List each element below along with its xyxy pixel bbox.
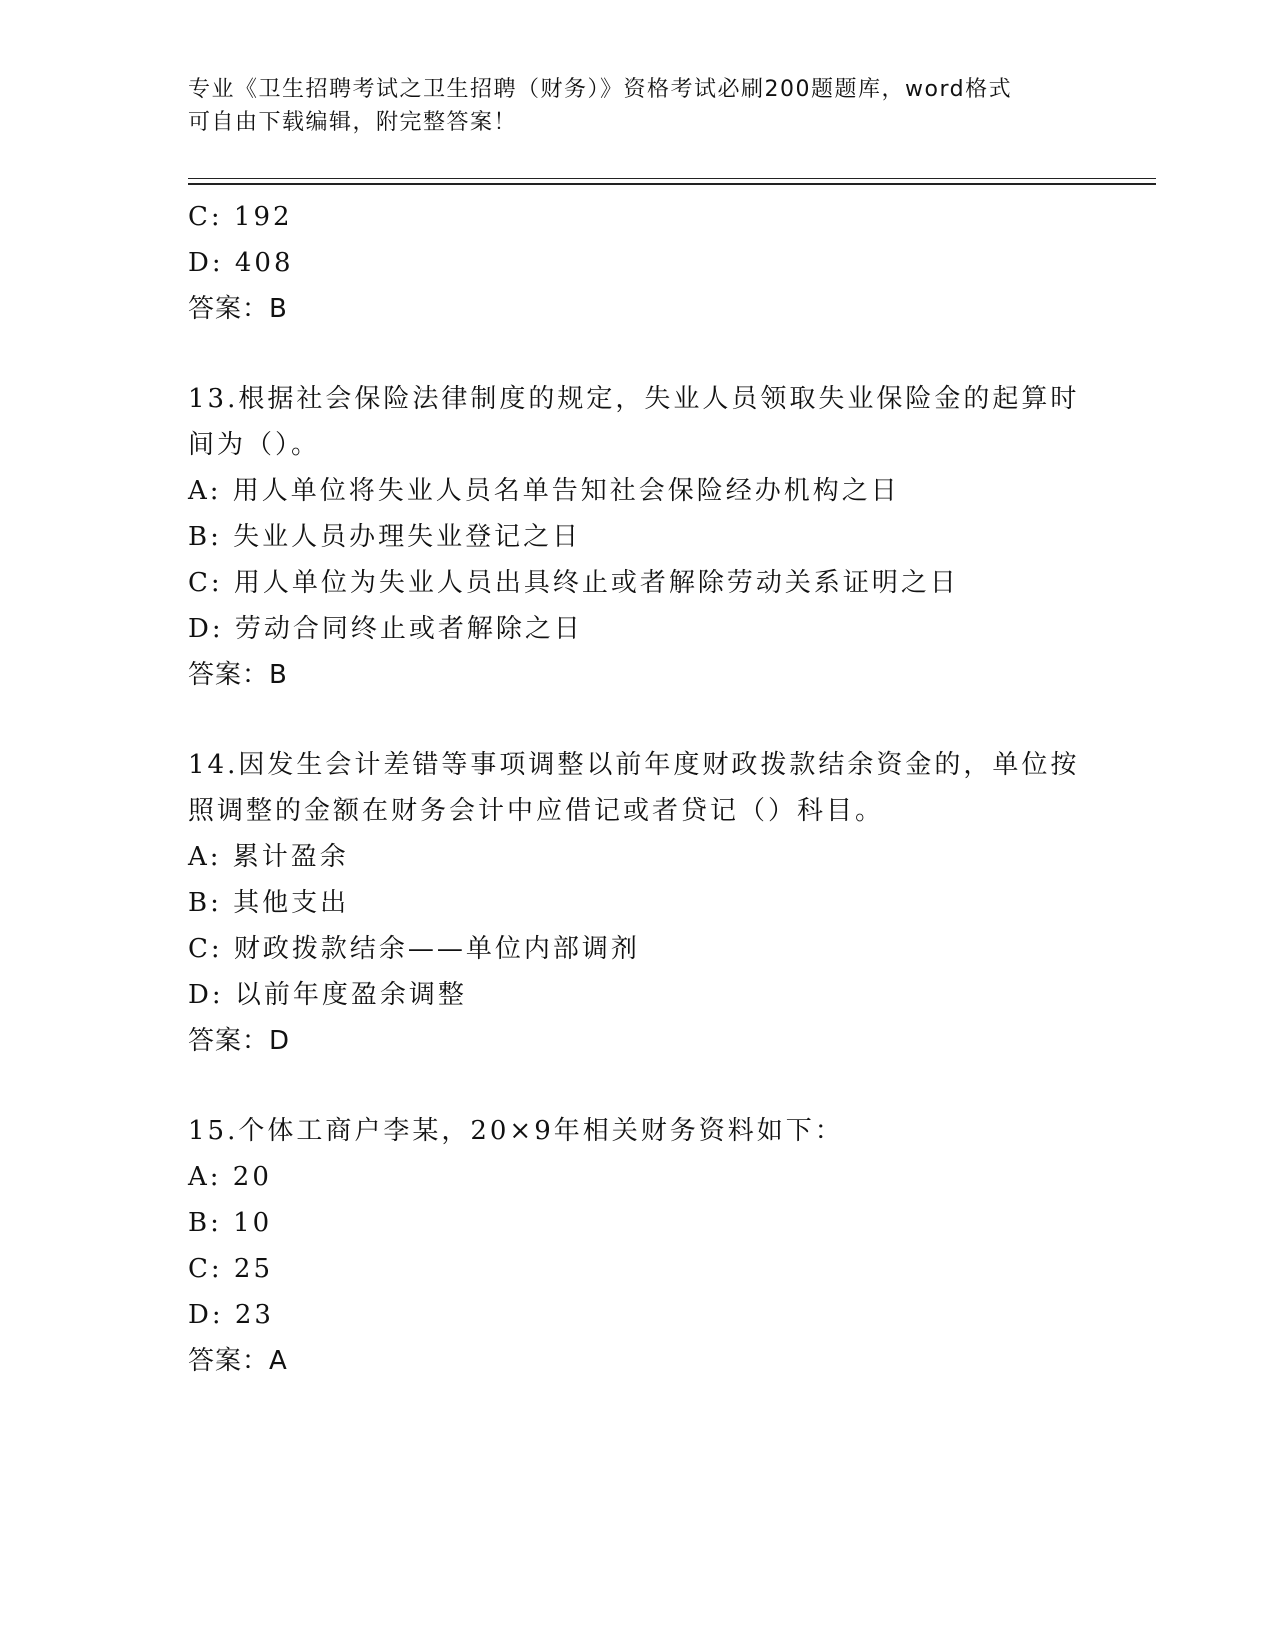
- question-15: [188, 1108, 1148, 1384]
- option-a: A: 累计盈余: [188, 842, 349, 872]
- answer-line: 答案：B: [188, 294, 288, 324]
- option-c: C: 财政拨款结余——单位内部调剂: [188, 934, 640, 964]
- option-d: D: 以前年度盈余调整: [188, 980, 467, 1010]
- question-text-line-1: 14.因发生会计差错等事项调整以前年度财政拨款结余资金的，单位按: [188, 750, 1080, 780]
- option-d: D: 408: [188, 248, 294, 278]
- question-12-tail: [188, 194, 1148, 332]
- option-b: B: 10: [188, 1208, 273, 1238]
- option-c: C: 25: [188, 1254, 274, 1284]
- page-header: [188, 73, 1088, 139]
- option-b: B: 失业人员办理失业登记之日: [188, 522, 582, 552]
- question-text-line-2: 照调整的金额在财务会计中应借记或者贷记（）科目。: [188, 796, 885, 826]
- question-text-line-2: 间为（）。: [188, 430, 321, 460]
- question-text: [188, 1108, 1148, 1154]
- question-text: [188, 742, 1148, 834]
- option-b: B: 其他支出: [188, 888, 350, 918]
- question-14: [188, 742, 1148, 1064]
- question-text-line-1: 15.个体工商户李某，20×9年相关财务资料如下：: [188, 1116, 844, 1146]
- option-c: C: 用人单位为失业人员出具终止或者解除劳动关系证明之日: [188, 568, 959, 598]
- option-a: A: 20: [188, 1162, 272, 1192]
- document-body: [188, 194, 1148, 1384]
- header-divider-thin: [188, 178, 1156, 179]
- header-line-2: 可自由下载编辑，附完整答案！: [188, 110, 518, 135]
- option-d: D: 23: [188, 1300, 274, 1330]
- option-c: C: 192: [188, 202, 293, 232]
- question-text-line-1: 13.根据社会保险法律制度的规定，失业人员领取失业保险金的起算时: [188, 384, 1080, 414]
- question-text: [188, 376, 1148, 468]
- option-d: D: 劳动合同终止或者解除之日: [188, 614, 583, 644]
- answer-line: 答案：A: [188, 1346, 288, 1376]
- answer-line: 答案：D: [188, 1026, 291, 1056]
- header-divider-thick: [188, 183, 1156, 185]
- answer-line: 答案：B: [188, 660, 288, 690]
- question-13: [188, 376, 1148, 698]
- header-line-1: 专业《卫生招聘考试之卫生招聘（财务）》资格考试必刷200题题库，word格式: [188, 77, 1013, 102]
- option-a: A: 用人单位将失业人员名单告知社会保险经办机构之日: [188, 476, 900, 506]
